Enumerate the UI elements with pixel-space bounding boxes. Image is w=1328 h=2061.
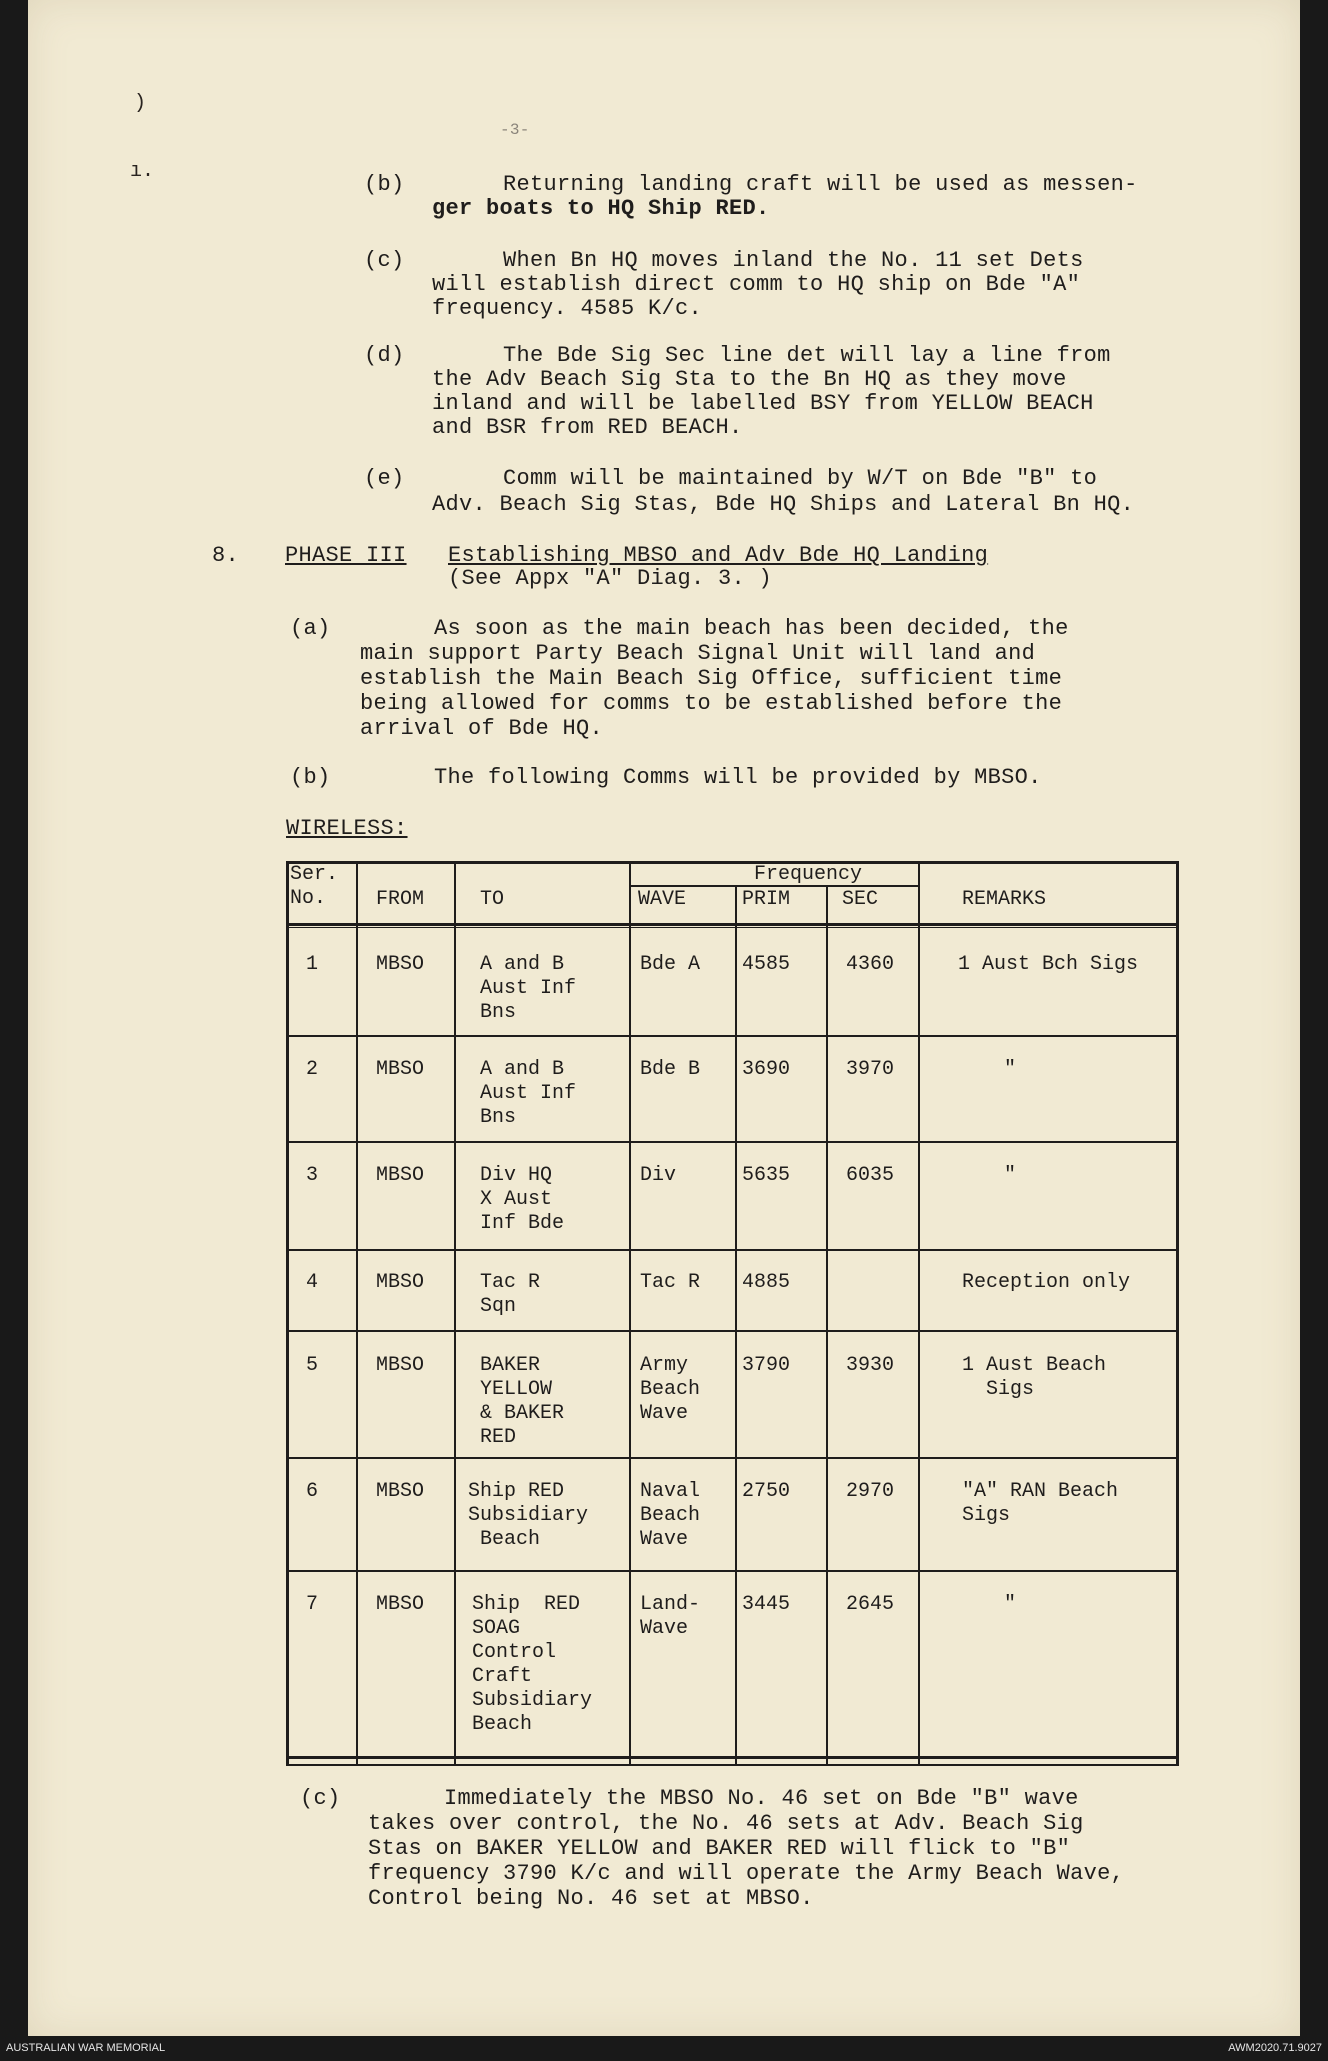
body-line: being allowed for comms to be established before the [360, 691, 1063, 716]
paragraph-number: 8. [212, 543, 240, 568]
body-line: main support Party Beach Signal Unit will land and [360, 641, 1036, 666]
table-cell-to: Tac R Sqn [480, 1271, 541, 1318]
body-line: ger boats to HQ Ship RED. [432, 196, 770, 221]
body-line: the Adv Beach Sig Sta to the Bn HQ as they move [432, 367, 1067, 392]
table-cell-wave: Naval Beach Wave [640, 1480, 701, 1551]
page-number: -3- [500, 121, 530, 139]
body-line: Comm will be maintained by W/T on Bde "B" to [503, 466, 1098, 491]
body-line: frequency. 4585 K/c. [432, 296, 703, 321]
table-cell-prim: 3790 [742, 1354, 791, 1377]
table-cell-sec: 2970 [846, 1480, 895, 1503]
body-line: As soon as the main beach has been decided, the [434, 616, 1069, 641]
table-cell-ser: 5 [306, 1354, 319, 1377]
archive-footer [0, 2036, 1328, 2061]
table-cell-ser: 4 [306, 1271, 319, 1294]
table-cell-wave: Land- Wave [640, 1593, 701, 1640]
table-cell-wave: Div [640, 1164, 677, 1187]
table-cell-remarks: Reception only [962, 1271, 1131, 1294]
section-subtitle: (See Appx "A" Diag. 3. ) [448, 566, 773, 591]
item-label: (e) [364, 466, 405, 491]
table-cell-sec: 4360 [846, 953, 895, 976]
table-cell-remarks: " [1004, 1058, 1017, 1081]
table-cell-wave: Army Beach Wave [640, 1354, 701, 1425]
table-cell-wave: Tac R [640, 1271, 701, 1294]
body-line: The following Comms will be provided by MBSO. [434, 765, 1042, 790]
table-cell-prim: 4585 [742, 953, 791, 976]
body-line: Stas on BAKER YELLOW and BAKER RED will flick to "B" [368, 1836, 1071, 1861]
header-remarks: REMARKS [962, 888, 1047, 911]
table-cell-to: Ship RED SOAG Control Craft Subsidiary Beach [472, 1593, 593, 1736]
header-to: TO [480, 888, 505, 911]
item-label: (b) [364, 172, 405, 197]
body-line: and BSR from RED BEACH. [432, 415, 743, 440]
header-wave: WAVE [638, 888, 687, 911]
header-ser: Ser. No. [290, 863, 339, 910]
item-label: (a) [290, 616, 331, 641]
table-cell-from: MBSO [376, 953, 425, 976]
item-label: (c) [364, 248, 405, 273]
archive-reference: AWM2020.71.9027 [1228, 2042, 1322, 2054]
table-cell-prim: 3690 [742, 1058, 791, 1081]
wireless-heading: WIRELESS: [286, 816, 408, 841]
body-line: Returning landing craft will be used as messen- [503, 172, 1138, 197]
table-cell-from: MBSO [376, 1271, 425, 1294]
table-cell-from: MBSO [376, 1480, 425, 1503]
table-cell-to: A and B Aust Inf Bns [480, 953, 577, 1024]
table-cell-wave: Bde B [640, 1058, 701, 1081]
table-cell-remarks: " [1004, 1593, 1017, 1616]
table-cell-sec: 2645 [846, 1593, 895, 1616]
table-cell-sec: 6035 [846, 1164, 895, 1187]
table-cell-ser: 2 [306, 1058, 319, 1081]
table-cell-ser: 3 [306, 1164, 319, 1187]
table-cell-to: BAKER YELLOW & BAKER RED [480, 1354, 565, 1449]
body-line: arrival of Bde HQ. [360, 716, 604, 741]
table-cell-wave: Bde A [640, 953, 701, 976]
body-line: The Bde Sig Sec line det will lay a line from [503, 343, 1111, 368]
body-line: frequency 3790 K/c and will operate the Army Beach Wave, [368, 1861, 1125, 1886]
item-label: (b) [290, 765, 331, 790]
table-cell-to: A and B Aust Inf Bns [480, 1058, 577, 1129]
body-line: takes over control, the No. 46 sets at Adv. Beach Sig [368, 1811, 1084, 1836]
header-frequency: Frequency [754, 863, 863, 886]
table-cell-to: Ship RED Subsidiary Beach [468, 1480, 589, 1551]
table-cell-prim: 2750 [742, 1480, 791, 1503]
header-sec: SEC [842, 888, 879, 911]
body-line: Immediately the MBSO No. 46 set on Bde "B" wave [444, 1786, 1079, 1811]
table-cell-to: Div HQ X Aust Inf Bde [480, 1164, 565, 1235]
punch-mark: ı. [130, 160, 155, 183]
section-title: Establishing MBSO and Adv Bde HQ Landing [448, 543, 989, 568]
table-cell-sec: 3930 [846, 1354, 895, 1377]
table-cell-ser: 1 [306, 953, 319, 976]
punch-mark: ) [134, 92, 147, 115]
table-cell-prim: 5635 [742, 1164, 791, 1187]
table-cell-ser: 6 [306, 1480, 319, 1503]
table-cell-ser: 7 [306, 1593, 319, 1616]
table-cell-from: MBSO [376, 1164, 425, 1187]
table-cell-from: MBSO [376, 1354, 425, 1377]
table-cell-remarks: "A" RAN Beach Sigs [962, 1480, 1119, 1527]
table-cell-remarks: " [1004, 1164, 1017, 1187]
phase-heading: PHASE III [285, 543, 407, 568]
table-cell-remarks: 1 Aust Beach Sigs [962, 1354, 1107, 1401]
archive-name: AUSTRALIAN WAR MEMORIAL [6, 2042, 166, 2054]
table-cell-remarks: 1 Aust Bch Sigs [958, 953, 1139, 976]
wireless-comms-table [286, 861, 1179, 1764]
item-label: (c) [300, 1786, 341, 1811]
table-cell-sec: 3970 [846, 1058, 895, 1081]
table-cell-from: MBSO [376, 1593, 425, 1616]
body-line: inland and will be labelled BSY from YELLOW BEACH [432, 391, 1094, 416]
header-from: FROM [376, 888, 425, 911]
header-prim: PRIM [742, 888, 791, 911]
body-line: Adv. Beach Sig Stas, Bde HQ Ships and Lateral Bn HQ. [432, 492, 1135, 517]
table-cell-prim: 4885 [742, 1271, 791, 1294]
table-cell-from: MBSO [376, 1058, 425, 1081]
table-cell-prim: 3445 [742, 1593, 791, 1616]
body-line: establish the Main Beach Sig Office, sufficient time [360, 666, 1063, 691]
body-line: When Bn HQ moves inland the No. 11 set Dets [503, 248, 1084, 273]
item-label: (d) [364, 343, 405, 368]
body-line: will establish direct comm to HQ ship on Bde "A" [432, 272, 1081, 297]
body-line: Control being No. 46 set at MBSO. [368, 1886, 814, 1911]
